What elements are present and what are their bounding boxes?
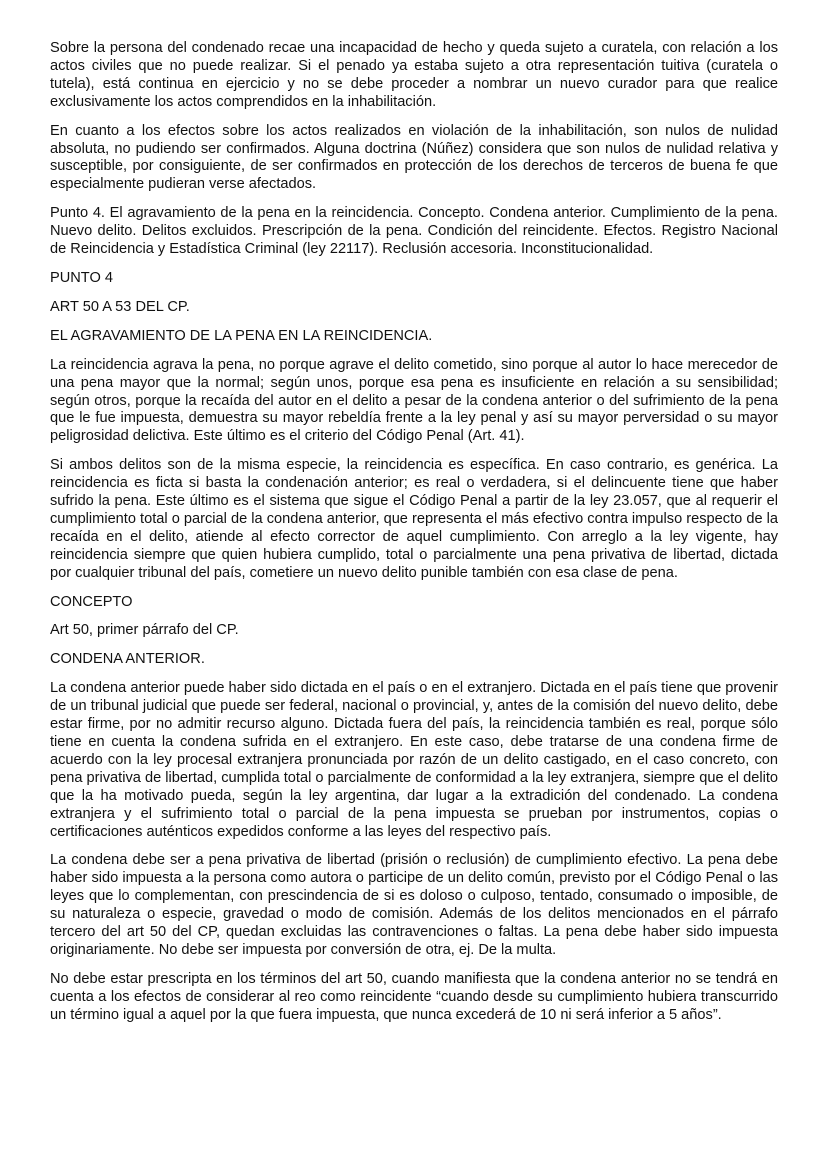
heading-punto-4: PUNTO 4 [50,269,113,286]
paragraph-pena-privativa: La condena debe ser a pena privativa de libertad (prisión o reclusión) de cumplimiento efectivo. La pena debe haber sido impuesta a la persona como autora o participe de un delito común, previsto por el Código Penal o las leyes que lo complementan, con prescindencia de si es doloso o culposo, tentado, consumado o imposible, de su naturaleza o especie, gravedad o modo de comisión. Además de los delitos mencionados en el párrafo tercero del art 50 del CP, quedan excluidas las contravenciones o faltas. La pena debe haber sido impuesta originariamente. No debe ser impuesta por conversión de otra, ej. De la multa. [50,852,778,958]
heading-articles: ART 50 A 53 DEL CP. [50,298,190,315]
paragraph-reincidencia-agrava: La reincidencia agrava la pena, no porque agrave el delito cometido, sino porque al autor lo hace merecedor de una pena mayor que la normal; según unos, porque esa pena es insuficiente en relación a su sensibilidad; según otros, porque la recaída del autor en el delito a pesar de la condena anterior o del sufrimiento de la pena que le fue impuesta, demuestra su mayor rebeldía frente a la ley penal y así su mayor perversidad o su mayor peligrosidad delictiva. Este último es el criterio del Código Penal (Art. 41). [50,356,778,445]
paragraph-especie: Si ambos delitos son de la misma especie, la reincidencia es específica. En caso contrario, es genérica. La reincidencia es ficta si basta la condenación anterior; es real o verdadera, si el delincuente tiene que haber sufrido la pena. Este último es el sistema que sigue el Código Penal a partir de la ley 23.057, que al requerir el cumplimiento total o parcial de la condena anterior, que representa el más efectivo contra impulso respecto de la recaída en el delito, atiende al efecto corrector de aquel cumplimiento. Con arreglo a la ley vigente, hay reincidencia siempre que quien hubiera cumplido, total o parcialmente una pena privativa de libertad, dictada por cualquier tribunal del país, cometiere un nuevo delito punible también con esa clase de pena. [50,457,778,581]
paragraph-curatela: Sobre la persona del condenado recae una incapacidad de hecho y queda sujeto a curatela, con relación a los actos civiles que no puede realizar. Si el penado ya estaba sujeto a otra representación tuitiva (curatela o tutela), está continua en ejercicio y no se debe proceder a nombrar un nuevo curador para que realice exclusivamente los actos comprendidos en la inhabilitación. [50,40,778,110]
paragraph-nulidad: En cuanto a los efectos sobre los actos realizados en violación de la inhabilitación, son nulos de nulidad absoluta, no pudiendo ser confirmados. Alguna doctrina (Núñez) considera que son nulos de nulidad relativa y susceptible, por consiguiente, de ser confirmados en protección de los derechos de terceros de buena fe que especialmente pudieran verse afectados. [50,122,778,193]
paragraph-condena-pais-extranjero: La condena anterior puede haber sido dictada en el país o en el extranjero. Dictada en el país tiene que provenir de un tribunal judicial que puede ser federal, nacional o provincial, y, antes de la comisión del nuevo delito, debe estar firme, por no admitir recurso alguno. Dictada fuera del país, la reincidencia también es real, porque sólo tiene en cuenta la condena sufrida en el extranjero. En este caso, debe tratarse de una condena firme de acuerdo con la ley procesal extranjera pronunciada por razón de un delito castigado, en el caso concreto, con pena privativa de libertad, cumplida total o parcialmente de conformidad a la ley extranjera, siempre que el delito que la ha motivado pueda, según la ley argentina, dar lugar a la extradición del condenado. La condena extranjera y el sufrimiento total o parcial de la pena impuesta se prueban por instrumentos, copias o certificaciones auténticos expedidos conforme a las leyes del respectivo país. [50,680,778,840]
heading-agravamiento: EL AGRAVAMIENTO DE LA PENA EN LA REINCIDENCIA. [50,327,433,344]
paragraph-punto-4-summary: Punto 4. El agravamiento de la pena en la reincidencia. Concepto. Condena anterior. Cumplimiento de la pena. Nuevo delito. Delitos excluidos. Prescripción de la pena. Condición del reincidente. Efectos. Registro Nacional de Reincidencia y Estadística Criminal (ley 22117). Reclusión accesoria. Inconstitucionalidad. [50,205,778,258]
heading-condena-anterior: CONDENA ANTERIOR. [50,651,205,668]
document-page [50,40,778,1036]
paragraph-art-50: Art 50, primer párrafo del CP. [50,622,239,639]
paragraph-prescripcion: No debe estar prescripta en los términos del art 50, cuando manifiesta que la condena anterior no se tendrá en cuenta a los efectos de considerar al reo como reincidente “cuando desde su cumplimiento hubiera transcurrido un término igual a aquel por la que fuera impuesta, que nunca excederá de 10 ni será inferior a 5 años”. [50,970,778,1023]
heading-concepto: CONCEPTO [50,593,133,610]
